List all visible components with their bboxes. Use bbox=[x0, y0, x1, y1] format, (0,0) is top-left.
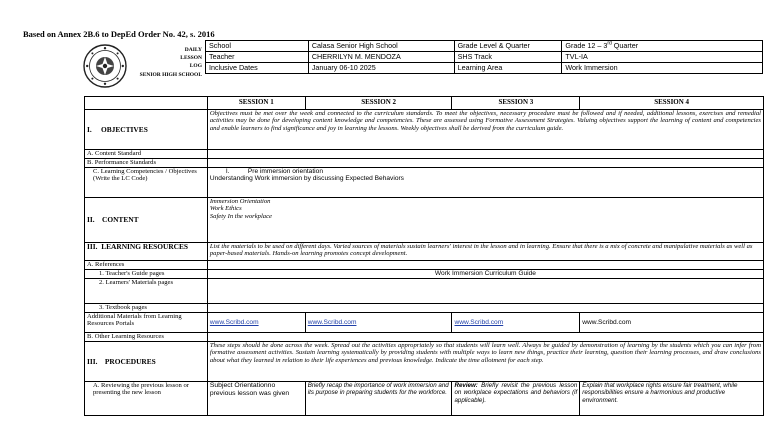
learners-materials-row bbox=[85, 279, 764, 304]
content-item: Work Ethics bbox=[209, 205, 242, 213]
review-row bbox=[85, 382, 764, 416]
content-row bbox=[85, 198, 764, 243]
section-title: LEARNING RESOURCES bbox=[101, 242, 189, 251]
section-title: CONTENT bbox=[102, 215, 139, 225]
dll-label-line: LESSON bbox=[180, 55, 202, 62]
competency-title: Pre immersion orientation bbox=[247, 168, 323, 175]
dates-label: Inclusive Dates bbox=[206, 63, 309, 74]
section-title: PROCEDURES bbox=[104, 356, 156, 366]
performance-standards-value bbox=[207, 159, 763, 168]
learners-materials-value bbox=[207, 279, 763, 304]
teacher-value: CHERRILYN M. MENDOZA bbox=[308, 52, 454, 63]
procedures-heading bbox=[85, 342, 208, 382]
dll-label-line: DAILY bbox=[184, 47, 202, 53]
content-items bbox=[207, 198, 763, 243]
header-row bbox=[206, 41, 763, 52]
other-resources-label: B. Other Learning Resources bbox=[85, 333, 208, 342]
content-standard-label: A. Content Standard bbox=[85, 150, 208, 159]
header-row bbox=[206, 63, 763, 74]
portal-link[interactable]: www.Scribd.com bbox=[454, 318, 504, 326]
objectives-description: Objectives must be met over the week and connected to the curriculum standards. To meet the objectives, necessary procedure must be followed and if needed, additional lessons, exercises and remedial activities may be done for developing content knowledge and competencies. These are assessed using Formative Assessment Strategies. Valuing objectives support the learning of content and competencies and enable learners to find significance and joy in learning the lessons. Weekly objectives shall be derived from the curriculum guide. bbox=[207, 110, 763, 150]
dll-label-line: SENIOR HIGH SCHOOL bbox=[139, 71, 202, 78]
content-standard-row bbox=[85, 150, 764, 159]
section-number: III. bbox=[87, 242, 98, 251]
session-header: SESSION 3 bbox=[452, 97, 580, 110]
session-header: SESSION 4 bbox=[580, 97, 764, 110]
grade-suffix: Quarter bbox=[611, 41, 639, 50]
competency-number: I. bbox=[225, 168, 230, 175]
header-row bbox=[206, 52, 763, 63]
procedures-description: These steps should be done across the week. Spread out the activities appropriately so that students will learn well. Always be guided by demonstration of learning by the students which you can infer from formative assessment activities. Sustain learning systematically by providing students with multiple ways to learn new things, practice their learning, question their learning processes, and draw conclusions about what they learned in relation to their life experiences and previous knowledge. Indicate the time allotment for each step. bbox=[207, 342, 763, 382]
competency-title-line bbox=[210, 168, 761, 175]
annex-reference: Based on Annex 2B.6 to DepEd Order No. 42, s. 2016 bbox=[23, 29, 215, 39]
dates-value: January 06-10 2025 bbox=[308, 63, 454, 74]
section-title: OBJECTIVES bbox=[100, 124, 148, 134]
competency-text: Understanding Work immersion by discussing Expected Behaviors bbox=[209, 175, 404, 183]
objectives-heading bbox=[85, 110, 208, 150]
portal-link[interactable]: www.Scribd.com bbox=[209, 318, 259, 326]
track-label: SHS Track bbox=[454, 52, 562, 63]
session2-review: Briefly recap the importance of work immersion and its purpose in preparing students for the workforce. bbox=[305, 382, 452, 416]
portal-link-cell bbox=[207, 313, 305, 333]
review-keyword: Review: bbox=[454, 382, 478, 389]
dll-label-line: LOG bbox=[189, 63, 202, 70]
learners-materials-label: 2. Learners' Materials pages bbox=[85, 279, 208, 304]
session4-review: Explain that workplace rights ensure fair treatment, while responsibilities ensure a harmonious and productive environment. bbox=[580, 382, 764, 416]
resources-description: List the materials to be used on different days. Varied sources of materials sustain learners' interest in the lesson and in learning. Ensure that there is a mix of concrete and manipulative materials as well as paper-based materials. Hands-on learning promotes concept development. bbox=[207, 243, 763, 261]
review-text: Briefly revisit the previous lesson on workplace expectations and behaviors (if applicable). bbox=[454, 382, 578, 404]
textbook-row bbox=[85, 304, 764, 313]
lesson-log-table bbox=[84, 96, 764, 416]
portal-link[interactable]: www.Scribd.com bbox=[582, 318, 632, 326]
performance-standards-row bbox=[85, 159, 764, 168]
content-item: Safety In the workplace bbox=[209, 212, 272, 220]
portal-link-cell bbox=[580, 313, 764, 333]
teachers-guide-value: Work Immersion Curriculum Guide bbox=[207, 270, 763, 279]
portal-link-cell bbox=[452, 313, 580, 333]
session-header: SESSION 1 bbox=[207, 97, 305, 110]
section-number: II. bbox=[87, 215, 95, 225]
textbook-value bbox=[207, 304, 763, 313]
area-value: Work Immersion bbox=[562, 63, 763, 74]
track-value: TVL-IA bbox=[562, 52, 763, 63]
performance-standards-label: B. Performance Standards bbox=[85, 159, 208, 168]
competencies-label: C. Learning Competencies / Objectives (Write the LC Code) bbox=[85, 168, 208, 198]
grade-label: Grade Level & Quarter bbox=[454, 41, 562, 52]
deped-seal-icon bbox=[83, 44, 127, 88]
competencies-value bbox=[207, 168, 763, 198]
review-label: A. Reviewing the previous lesson or presenting the new lesson bbox=[85, 382, 208, 416]
dll-label bbox=[128, 46, 202, 79]
references-label: A. References bbox=[85, 261, 208, 270]
teachers-guide-row bbox=[85, 270, 764, 279]
resources-heading bbox=[85, 243, 208, 261]
blank-cell bbox=[85, 97, 208, 110]
teachers-guide-label: 1. Teacher's Guide pages bbox=[85, 270, 208, 279]
references-row bbox=[85, 261, 764, 270]
procedures-row bbox=[85, 342, 764, 382]
session-header: SESSION 2 bbox=[305, 97, 452, 110]
teacher-label: Teacher bbox=[206, 52, 309, 63]
content-standard-value bbox=[207, 150, 763, 159]
references-value bbox=[207, 261, 763, 270]
other-resources-row bbox=[85, 333, 764, 342]
session1-review: Subject Orientationno previous lesson was given bbox=[207, 382, 305, 416]
resources-row bbox=[85, 243, 764, 261]
school-value: Calasa Senior High School bbox=[308, 41, 454, 52]
other-resources-value bbox=[207, 333, 763, 342]
portal-link-cell bbox=[305, 313, 452, 333]
section-number: I. bbox=[87, 124, 92, 134]
session-header-row bbox=[85, 97, 764, 110]
textbook-label: 3. Textbook pages bbox=[85, 304, 208, 313]
objectives-row bbox=[85, 110, 764, 150]
portal-link[interactable]: www.Scribd.com bbox=[307, 318, 357, 326]
content-item: Immersion Orientation bbox=[209, 198, 271, 205]
grade-value bbox=[562, 41, 763, 52]
section-number: III. bbox=[87, 356, 98, 366]
school-label: School bbox=[206, 41, 309, 52]
content-heading bbox=[85, 198, 208, 243]
area-label: Learning Area bbox=[454, 63, 562, 74]
session3-review bbox=[452, 382, 580, 416]
header-table bbox=[205, 40, 763, 74]
grade-prefix: Grade 12 – 3 bbox=[565, 41, 608, 50]
competencies-row bbox=[85, 168, 764, 198]
additional-materials-label: Additional Materials from Learning Resources Portals bbox=[85, 313, 208, 333]
grade-sup: rd bbox=[607, 40, 612, 47]
additional-materials-row bbox=[85, 313, 764, 333]
